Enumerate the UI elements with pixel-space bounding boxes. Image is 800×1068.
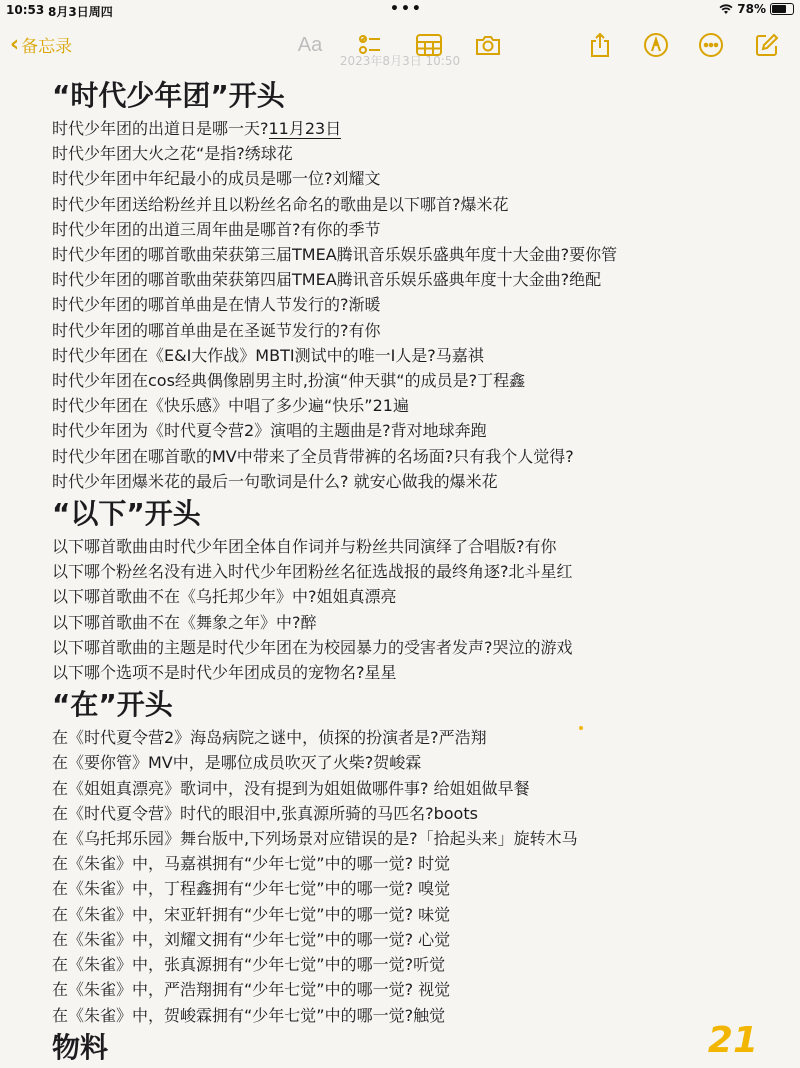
battery-icon xyxy=(770,3,794,15)
section-heading: 物料 xyxy=(52,1030,109,1064)
note-line: 在《要你管》MV中，是哪位成员吹灭了火柴?贺峻霖 xyxy=(52,753,422,773)
note-line xyxy=(52,116,782,141)
status-right xyxy=(719,2,794,16)
note-line: 在《朱雀》中，张真源拥有“少年七觉”中的哪一觉?听觉 xyxy=(52,955,446,975)
note-line: 在《朱雀》中，丁程鑫拥有“少年七觉”中的哪一觉? 嗅觉 xyxy=(52,879,451,899)
wifi-icon xyxy=(719,4,733,15)
status-bar xyxy=(0,0,800,22)
note-line: 时代少年团的出道三周年曲是哪首?有你的季节 xyxy=(52,219,381,239)
battery-percent: 78% xyxy=(737,2,766,16)
note-line: 在《姐姐真漂亮》歌词中，没有提到为姐姐做哪件事? 给姐姐做早餐 xyxy=(52,778,530,798)
note-line: 在《朱雀》中，刘耀文拥有“少年七觉”中的哪一觉? 心觉 xyxy=(52,929,451,949)
section-heading: “在”开头 xyxy=(52,688,173,722)
note-line: 在《时代夏令营》时代的眼泪中,张真源所骑的马匹名?boots xyxy=(52,803,478,823)
note-body[interactable] xyxy=(52,76,782,1068)
note-line: 以下哪个选项不是时代少年团成员的宠物名?星星 xyxy=(52,663,397,683)
status-time: 10:53 xyxy=(6,3,45,17)
chevron-left-icon: ‹ xyxy=(10,31,20,57)
note-line: 以下哪首歌曲不在《舞象之年》中?醉 xyxy=(52,612,317,632)
note-line: 在《朱雀》中，严浩翔拥有“少年七觉”中的哪一觉? 视觉 xyxy=(52,980,451,1000)
underlined-answer: 11月23日 xyxy=(268,119,342,138)
note-line: 时代少年团送给粉丝并且以粉丝名命名的歌曲是以下哪首?爆米花 xyxy=(52,194,509,214)
note-line: 以下哪首歌曲的主题是时代少年团在为校园暴力的受害者发声?哭泣的游戏 xyxy=(52,637,573,657)
note-line: 时代少年团爆米花的最后一句歌词是什么? 就安心做我的爆米花 xyxy=(52,471,498,491)
note-line: 时代少年团为《时代夏令营2》演唱的主题曲是?背对地球奔跑 xyxy=(52,421,487,441)
back-label: 备忘录 xyxy=(21,37,73,57)
status-date: 8月3日周四 xyxy=(48,5,113,19)
note-line: 在《朱雀》中，马嘉祺拥有“少年七觉”中的哪一觉? 时觉 xyxy=(52,854,451,874)
multitasking-dots-icon[interactable]: ••• xyxy=(390,1,423,17)
note-line: 时代少年团在cos经典偶像剧男主时,扮演“仲天骐“的成员是?丁程鑫 xyxy=(52,371,526,391)
note-line: 时代少年团的哪首单曲是在情人节发行的?渐暖 xyxy=(52,295,381,315)
note-line: 在《时代夏令营2》海岛病院之谜中，侦探的扮演者是?严浩翔 xyxy=(52,728,487,748)
section-heading: “时代少年团”开头 xyxy=(52,79,285,112)
section-heading: “以下”开头 xyxy=(52,497,201,531)
note-line: 时代少年团的哪首歌曲荣获第四届TMEA腾讯音乐娱乐盛典年度十大金曲?绝配 xyxy=(52,270,602,290)
note-line: 时代少年团的哪首歌曲荣获第三届TMEA腾讯音乐娱乐盛典年度十大金曲?要你管 xyxy=(52,245,618,265)
note-line: 在《朱雀》中，宋亚轩拥有“少年七觉”中的哪一觉? 味觉 xyxy=(52,904,451,924)
note-line-question: 时代少年团的出道日是哪一天? xyxy=(52,119,269,138)
note-timestamp: 2023年8月3日 10:50 xyxy=(339,54,461,68)
note-line: 以下哪个粉丝名没有进入时代少年团粉丝名征选战报的最终角逐?北斗星红 xyxy=(52,562,573,582)
note-line: 时代少年团在哪首歌的MV中带来了全员背带裤的名场面?只有我个人觉得? xyxy=(52,446,574,466)
note-line: 时代少年团在《E&I大作战》MBTI测试中的唯一I人是?马嘉祺 xyxy=(52,345,484,365)
note-line: 时代少年团中年纪最小的成员是哪一位?刘耀文 xyxy=(52,169,381,189)
battery-level xyxy=(772,5,786,13)
corner-marker: 21 xyxy=(707,1020,758,1061)
format-label: Aa xyxy=(297,33,323,56)
note-line: 以下哪首歌曲不在《乌托邦少年》中?姐姐真漂亮 xyxy=(52,587,397,607)
note-line: 时代少年团大火之花“是指?绣球花 xyxy=(52,144,293,164)
stray-dot xyxy=(579,726,583,730)
note-line: 在《朱雀》中，贺峻霖拥有“少年七觉”中的哪一觉?触觉 xyxy=(52,1005,446,1025)
note-line: 时代少年团的哪首单曲是在圣诞节发行的?有你 xyxy=(52,320,381,340)
note-line: 以下哪首歌曲由时代少年团全体自作词并与粉丝共同演绎了合唱版?有你 xyxy=(52,537,557,557)
note-line: 时代少年团在《快乐感》中唱了多少遍“快乐”21遍 xyxy=(52,396,409,416)
note-line: 在《乌托邦乐园》舞台版中,下列场景对应错误的是?「拾起头来」旋转木马 xyxy=(52,829,578,849)
